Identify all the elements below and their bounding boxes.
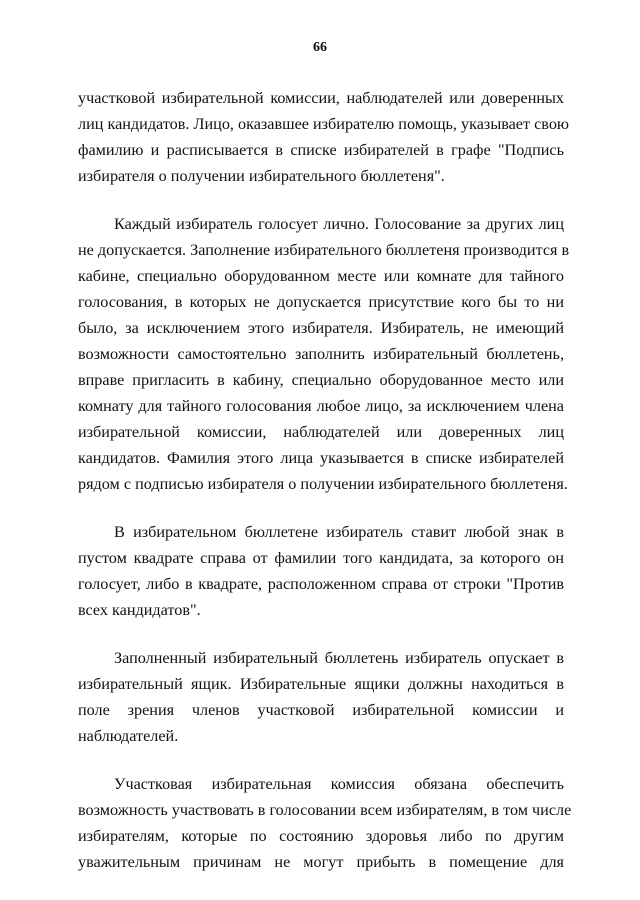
- text-line: пустом квадрате справа от фамилии того кандидата, за которого он: [78, 549, 564, 567]
- paragraph-1: [78, 85, 570, 189]
- text-line: Заполненный избирательный бюллетень избиратель опускает в: [114, 649, 564, 667]
- text-line: лиц кандидатов. Лицо, оказавшее избирателю помощь, указывает свою: [78, 115, 570, 133]
- text-line: рядом с подписью избирателя о получении избирательного бюллетеня.: [78, 475, 568, 493]
- text-line: избирателя о получении избирательного бюллетеня".: [78, 167, 445, 185]
- text-line: наблюдателей.: [78, 727, 179, 745]
- text-line: Участковая избирательная комиссия обязана обеспечить: [114, 775, 564, 793]
- page-number: 66: [313, 40, 327, 55]
- text-line: кандидатов. Фамилия этого лица указывается в списке избирателей: [78, 449, 564, 467]
- text-line: избирателям, которые по состоянию здоровья либо по другим: [78, 827, 564, 845]
- paragraph-4: [78, 645, 564, 749]
- text-line: голосования, в которых не допускается присутствие кого бы то ни: [78, 293, 564, 311]
- text-line: комнату для тайного голосования любое лицо, за исключением члена: [78, 397, 564, 415]
- text-line: уважительным причинам не могут прибыть в помещение для: [78, 853, 564, 871]
- document-body: [78, 85, 572, 875]
- text-line: всех кандидатов".: [78, 601, 201, 619]
- text-line: В избирательном бюллетене избиратель ставит любой знак в: [114, 523, 564, 541]
- text-line: Каждый избиратель голосует лично. Голосование за других лиц: [114, 215, 564, 233]
- paragraph-5: [78, 771, 572, 875]
- text-line: поле зрения членов участковой избирательной комиссии и: [78, 701, 564, 719]
- text-line: возможности самостоятельно заполнить избирательный бюллетень,: [78, 345, 564, 363]
- text-line: голосует, либо в квадрате, расположенном справа от строки "Против: [78, 575, 564, 593]
- text-line: не допускается. Заполнение избирательного бюллетеня производится в: [78, 241, 570, 259]
- text-line: кабине, специально оборудованном месте или комнате для тайного: [78, 267, 564, 285]
- text-line: возможность участвовать в голосовании всем избирателям, в том числе: [78, 801, 572, 819]
- text-line: участковой избирательной комиссии, наблюдателей или доверенных: [78, 89, 564, 107]
- text-line: избирательной комиссии, наблюдателей или доверенных лиц: [78, 423, 564, 441]
- paragraph-3: [78, 519, 564, 623]
- text-line: избирательный ящик. Избирательные ящики должны находиться в: [78, 675, 564, 693]
- text-line: фамилию и расписывается в списке избирателей в графе "Подпись: [78, 141, 564, 159]
- text-line: было, за исключением этого избирателя. Избиратель, не имеющий: [78, 319, 564, 337]
- paragraph-2: [78, 211, 570, 497]
- text-line: вправе пригласить в кабину, специально оборудованное место или: [78, 371, 564, 389]
